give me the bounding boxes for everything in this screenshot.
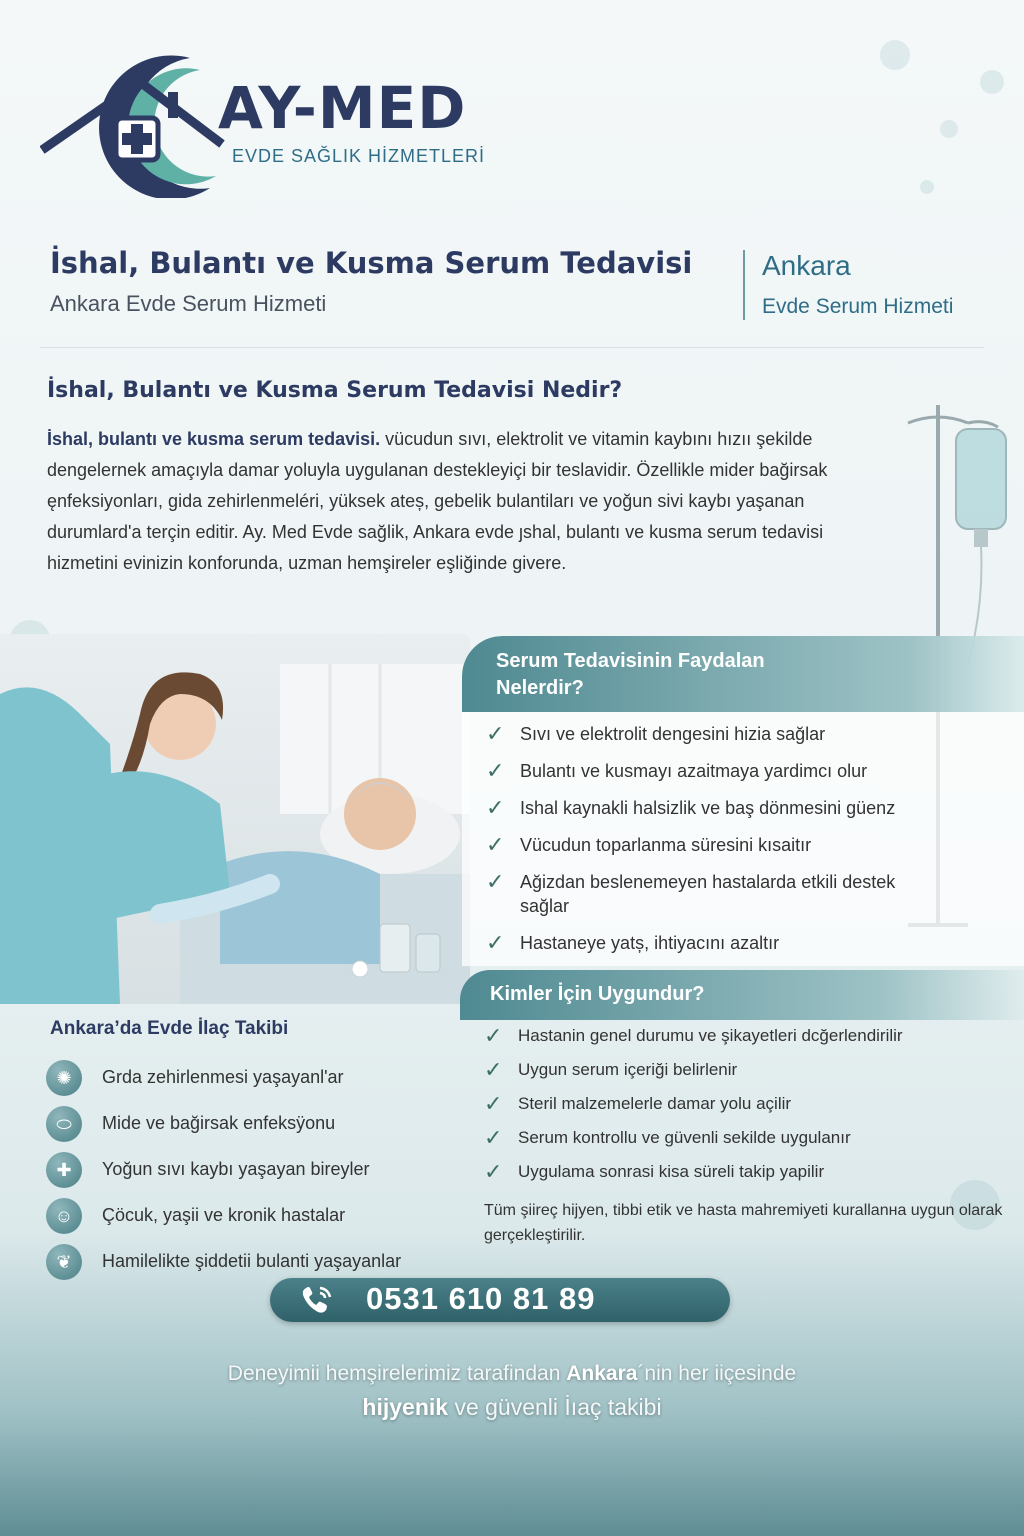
phone-call-button[interactable] — [270, 1278, 730, 1322]
divider — [40, 347, 984, 348]
benefit-text: Bulantı ve kusmayı azaitmaya yardimcı olur — [520, 761, 868, 781]
family-icon: ☺ — [46, 1198, 82, 1234]
pregnancy-icon: ❦ — [46, 1244, 82, 1280]
checkmark-icon: ✓ — [484, 1159, 503, 1184]
medical-kit-icon: ✚ — [46, 1152, 82, 1188]
city-label: Ankara — [762, 250, 851, 281]
list-item — [484, 1092, 1014, 1115]
checkmark-icon: ✓ — [486, 930, 505, 955]
benefits-header — [462, 636, 1024, 712]
suitable-text: Uygulama sonrasi kisa süreli takip yapilir — [518, 1162, 825, 1181]
suitable-title: Kimler İçin Uygundur? — [490, 983, 705, 1005]
checkmark-icon: ✓ — [484, 1091, 503, 1116]
footer-highlight: hijyenik — [362, 1394, 449, 1420]
list-item — [486, 870, 906, 918]
page-subtitle: Ankara Evde Serum Hizmeti — [50, 291, 327, 316]
checkmark-icon: ✓ — [484, 1125, 503, 1150]
checkmark-icon: ✓ — [486, 832, 505, 857]
list-item — [46, 1198, 476, 1244]
footer-text: ´nin her iiçesinde — [637, 1362, 797, 1385]
suitable-text: Steril malzemelerle damar yolu açilir — [518, 1094, 792, 1113]
checkmark-icon: ✓ — [486, 795, 505, 820]
target-text: Yoğun sıvı kaybı yaşayan bireyler — [102, 1159, 370, 1179]
list-item — [484, 1024, 1014, 1047]
list-item — [486, 722, 1006, 746]
list-item — [46, 1106, 476, 1152]
footer-text: ve güvenli İıaç takibi — [448, 1394, 662, 1420]
list-item — [486, 833, 1006, 857]
intro-body: vücudun sıvı, elektrolit ve vitamin kaybını hızıı şekilde dengelernek amaçıyla damar yoluyla uygulanan destekleyiçi bir teslavidir. Özellikle mider bağirsak ęnfeksiyonları, gida zehirlenmeléri, yüksek ateș, gebelik bulantiları ve yoğun sivi kaybı yaşanan durumlard'a terçin editir. Ay. Med Evde sağlik, Ankara evde ȷshal, bulantı ve kusma serum tedavisi hizmetini evinizin konforunda, uzman hemşireler eşliğinde givere. — [47, 429, 828, 573]
brand-name: AY-MED — [218, 74, 467, 142]
list-item — [484, 1160, 1014, 1183]
list-item — [46, 1152, 476, 1198]
suitable-text: Serum kontrollu ve güvenli sekilde uygulanır — [518, 1128, 851, 1147]
suitable-header — [460, 970, 1024, 1020]
target-text: Çöcuk, yaşii ve kronik hastalar — [102, 1205, 346, 1225]
phone-number: 0531 610 81 89 — [366, 1281, 596, 1316]
footer-highlight: Ankara — [566, 1362, 638, 1385]
checkmark-icon: ✓ — [484, 1057, 503, 1082]
intro-paragraph — [47, 424, 887, 579]
target-group-list — [46, 1060, 476, 1290]
benefit-text: Hastaneye yatș, ihtiyacını azaltır — [520, 933, 780, 953]
list-item — [486, 759, 1006, 783]
decor-bubble — [980, 70, 1004, 94]
suitable-text: Uygun serum içeriği belirlenir — [518, 1060, 738, 1079]
intro-lead: İshal, bulantı ve kusma serum tedavisi. — [47, 429, 381, 449]
intro-heading: İshal, Bulantı ve Kusma Serum Tedavisi Nedir? — [47, 378, 623, 403]
title-divider — [743, 250, 745, 320]
benefit-text: Sıvı ve elektrolit dengesini hizia sağlar — [520, 724, 826, 744]
nurse-patient-photo — [0, 634, 470, 1004]
list-item — [486, 931, 1006, 955]
brand-subtitle: EVDE SAĞLIK HİZMETLERİ — [232, 146, 486, 166]
target-text: Hamilelikte şiddetii bulanti yaşayanlar — [102, 1251, 402, 1271]
decor-bubble — [920, 180, 934, 194]
footer-text: Deneyimii hemşirelerimiz tarafindan — [227, 1362, 567, 1385]
suitable-list — [484, 1024, 1014, 1194]
checkmark-icon: ✓ — [486, 758, 505, 783]
benefit-text: Ağizdan beslenemeyen hastalarda etkili destek sağlar — [520, 872, 896, 916]
checkmark-icon: ✓ — [486, 721, 505, 746]
page-title: İshal, Bulantı ve Kusma Serum Tedavisi — [50, 246, 693, 280]
phone-icon — [300, 1284, 334, 1316]
benefits-list — [486, 722, 1006, 966]
checkmark-icon: ✓ — [484, 1023, 503, 1048]
footer-tagline-2 — [0, 1394, 1024, 1421]
list-item — [484, 1058, 1014, 1081]
suitable-text: Hastanin genel durumu ve şikayetleri dcğerlendirilir — [518, 1026, 903, 1045]
list-item — [484, 1126, 1014, 1149]
bacteria-icon: ✺ — [46, 1060, 82, 1096]
decor-bubble — [940, 120, 958, 138]
footer-tagline-1 — [0, 1362, 1024, 1386]
list-item — [46, 1060, 476, 1106]
city-service-label: Evde Serum Hizmeti — [762, 295, 954, 318]
list-item — [486, 796, 1006, 820]
decor-bubble — [880, 40, 910, 70]
follow-title: Ankara’da Evde İlaç Takibi — [50, 1018, 289, 1039]
benefits-panel — [462, 636, 1024, 966]
benefit-text: Vücudun toparlanma süresini kısaitır — [520, 835, 812, 855]
checkmark-icon: ✓ — [486, 869, 505, 894]
pill-icon: ⬭ — [46, 1106, 82, 1142]
benefits-title: Serum Tedavisinin Faydalan Nelerdir? — [496, 650, 765, 699]
benefit-text: Ishal kaynakli halsizlik ve baş dönmesini güenz — [520, 798, 896, 818]
target-text: Mide ve bağirsak enfeksÿonu — [102, 1113, 336, 1133]
target-text: Grda zehirlenmesi yaşayanl'ar — [102, 1067, 344, 1087]
process-note: Tüm şiireç hijyen, tibbi etik ve hasta mahremiyeti kurallanна uygun olarak gerçekleştirilir. — [484, 1202, 1003, 1244]
